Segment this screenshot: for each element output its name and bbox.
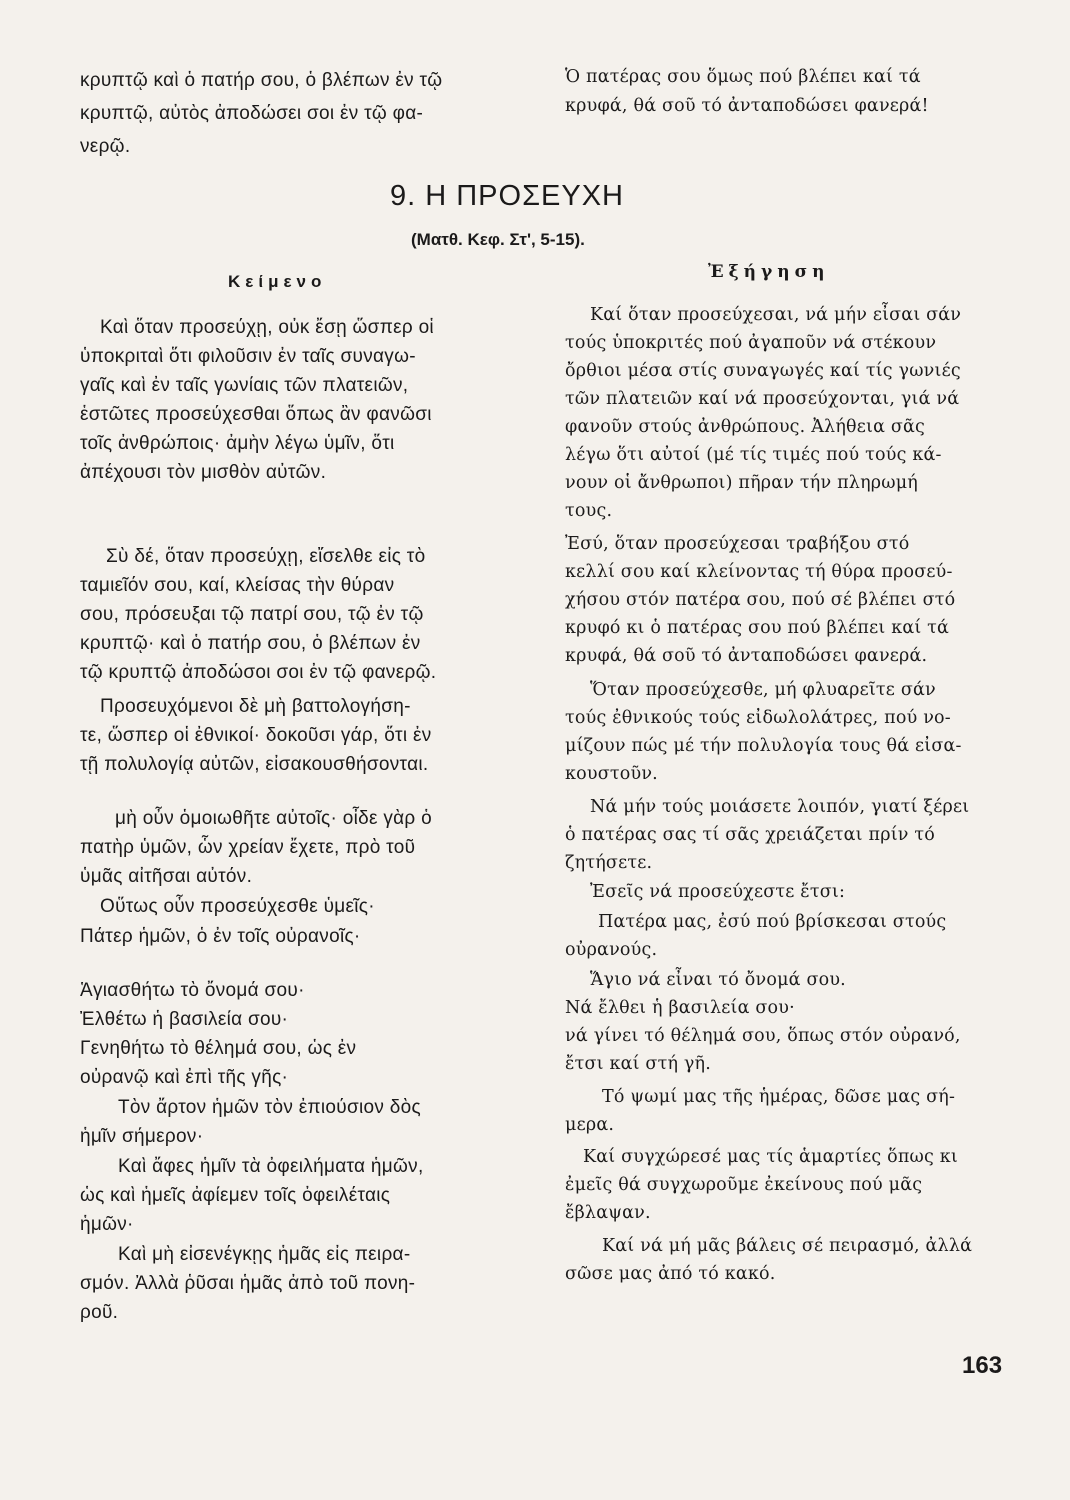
text-line: Καί νά μή μᾶς βάλεις σέ πειρασμό, ἀλλά: [602, 1236, 973, 1256]
text-line: Τὸν ἄρτον ἡμῶν τὸν ἐπιούσιον δὸς: [118, 1097, 421, 1118]
text-line: Πάτερ ἡμῶν, ὁ ἐν τοῖς οὐρανοῖς·: [80, 926, 361, 947]
text-line: σῶσε μας ἀπό τό κακό.: [565, 1264, 776, 1284]
text-line: Ἐσύ, ὅταν προσεύχεσαι τραβήξου στό: [565, 534, 910, 554]
text-line: Οὕτως οὖν προσεύχεσθε ὑμεῖς·: [100, 896, 375, 917]
text-line: κελλί σου καί κλείνοντας τή θύρα προσεύ-: [565, 562, 953, 582]
text-line: Καὶ μὴ εἰσενέγκῃς ἡμᾶς εἰς πειρα-: [118, 1244, 411, 1265]
text-line: μίζουν πώς μέ τήν πολυλογία τους θά εἰσα-: [565, 736, 962, 756]
text-line: τῶν πλατειῶν καί νά προσεύχονται, γιά νά: [565, 389, 960, 409]
text-line: ἑστῶτες προσεύχεσθαι ὅπως ἂν φανῶσι: [80, 404, 432, 425]
text-line: Πατέρα μας, ἐσύ πού βρίσκεσαι στούς: [598, 912, 947, 932]
left-heading: Κείμενο: [228, 272, 327, 291]
text-line: Ἐσεῖς νά προσεύχεστε ἔτσι:: [590, 882, 846, 902]
page-number: 163: [962, 1352, 1003, 1379]
scripture-reference: (Ματθ. Κεφ. Στ', 5-15).: [411, 230, 585, 249]
text-line: σου, πρόσευξαι τῷ πατρί σου, τῷ ἐν τῷ: [80, 604, 424, 625]
text-line: τούς ὑποκριτές πού ἀγαποῦν νά στέκουν: [565, 333, 937, 353]
text-line: φανοῦν στούς ἀνθρώπους. Ἀλήθεια σᾶς: [565, 417, 926, 437]
text-line: κρυφά, θά σοῦ τό ἀνταποδώσει φανερά.: [565, 646, 928, 666]
text-line: ἐμεῖς θά συγχωροῦμε ἐκείνους πού μᾶς: [565, 1175, 923, 1195]
text-line: Γενηθήτω τὸ θέλημά σου, ὡς ἐν: [80, 1038, 357, 1059]
text-line: Ἅγιο νά εἶναι τό ὄνομά σου.: [590, 970, 846, 990]
text-line: τῷ κρυπτῷ ἀποδώσοι σοι ἐν τῷ φανερῷ.: [80, 662, 437, 683]
text-line: ὁ πατέρας σας τί σᾶς χρειάζεται πρίν τό: [565, 825, 935, 845]
text-line: Προσευχόμενοι δὲ μὴ βαττολογήση-: [100, 696, 411, 717]
text-line: Νά ἔλθει ἡ βασιλεία σου·: [565, 998, 795, 1018]
text-line: χήσου στόν πατέρα σου, πού σέ βλέπει στό: [565, 590, 956, 610]
text-line: νουν οἱ ἄνθρωποι) πῆραν τήν πληρωμή: [565, 473, 918, 493]
text-line: Τό ψωμί μας τῆς ἡμέρας, δῶσε μας σή-: [602, 1087, 956, 1107]
text-line: Νά μήν τούς μοιάσετε λοιπόν, γιατί ξέρει: [590, 797, 970, 817]
text-line: τοῖς ἀνθρώποις· ἀμὴν λέγω ὑμῖν, ὅτι: [80, 433, 395, 454]
text-line: ἔτσι καί στή γῆ.: [565, 1054, 712, 1074]
text-line: οὐρανούς.: [565, 940, 658, 960]
left-top-line: κρυπτῷ, αὐτὸς ἀποδώσει σοι ἐν τῷ φα-: [80, 103, 424, 124]
text-line: ἔβλαψαν.: [565, 1203, 651, 1223]
text-line: τούς ἐθνικούς τούς εἰδωλολάτρες, πού νο-: [565, 708, 951, 728]
text-line: τους.: [565, 501, 613, 521]
text-line: ἡμῖν σήμερον·: [80, 1126, 204, 1147]
text-line: ὄρθιοι μέσα στίς συναγωγές καί τίς γωνιές: [565, 361, 961, 381]
text-line: Καὶ ἄφες ἡμῖν τὰ ὀφειλήματα ἡμῶν,: [118, 1156, 424, 1177]
text-line: ὑμᾶς αἰτῆσαι αὐτόν.: [80, 866, 253, 887]
text-line: Ἁγιασθήτω τὸ ὄνομά σου·: [80, 980, 305, 1001]
text-line: μερα.: [565, 1115, 615, 1135]
text-line: ζητήσετε.: [565, 853, 653, 873]
text-line: ἡμῶν·: [80, 1214, 134, 1235]
text-line: κουστοῦν.: [565, 764, 658, 784]
text-line: τῇ πολυλογίᾳ αὐτῶν, εἰσακουσθήσονται.: [80, 754, 429, 775]
left-top-line: νερῷ.: [80, 136, 131, 157]
text-line: ταμιεῖόν σου, καί, κλείσας τὴν θύραν: [80, 575, 395, 596]
right-top-line: Ὁ πατέρας σου ὅμως πού βλέπει καί τά: [565, 67, 921, 87]
text-line: ὡς καὶ ἡμεῖς ἀφίεμεν τοῖς ὀφειλέταις: [80, 1185, 391, 1206]
text-line: σμόν. Ἀλλὰ ῥῦσαι ἡμᾶς ἀπὸ τοῦ πονη-: [80, 1273, 416, 1294]
right-heading: Ἐξήγηση: [708, 262, 830, 282]
text-line: κρυφό κι ὁ πατέρας σου πού βλέπει καί τά: [565, 618, 950, 638]
text-line: ὑποκριταὶ ὅτι φιλοῦσιν ἐν ταῖς συναγω-: [80, 346, 416, 367]
text-line: Καὶ ὅταν προσεύχῃ, οὐκ ἔσῃ ὥσπερ οἱ: [100, 317, 434, 338]
text-line: Ἐλθέτω ἡ βασιλεία σου·: [80, 1009, 289, 1030]
text-line: μὴ οὖν ὁμοιωθῆτε αὐτοῖς· οἶδε γὰρ ὁ: [115, 808, 432, 829]
text-line: γαῖς καὶ ἐν ταῖς γωνίαις τῶν πλατειῶν,: [80, 375, 409, 396]
text-line: Καί ὅταν προσεύχεσαι, νά μήν εἶσαι σάν: [590, 305, 962, 325]
text-line: νά γίνει τό θέλημά σου, ὅπως στόν οὐρανό,: [565, 1026, 961, 1046]
right-top-line: κρυφά, θά σοῦ τό ἀνταποδώσει φανερά!: [565, 96, 929, 116]
page-title: 9. Η ΠΡΟΣΕΥΧΗ: [390, 180, 624, 212]
text-line: τε, ὥσπερ οἱ ἐθνικοί· δοκοῦσι γάρ, ὅτι ἐν: [80, 725, 432, 746]
text-line: Καί συγχώρεσέ μας τίς ἁμαρτίες ὅπως κι: [583, 1147, 958, 1167]
text-line: κρυπτῷ· καὶ ὁ πατήρ σου, ὁ βλέπων ἐν: [80, 633, 421, 654]
text-line: ἀπέχουσι τὸν μισθὸν αὐτῶν.: [80, 462, 327, 483]
text-line: οὐρανῷ καὶ ἐπὶ τῆς γῆς·: [80, 1067, 289, 1088]
text-line: λέγω ὅτι αὐτοί (μέ τίς τιμές πού τούς κά-: [565, 445, 942, 465]
text-line: ροῦ.: [80, 1302, 119, 1323]
text-line: Ὅταν προσεύχεσθε, μή φλυαρεῖτε σάν: [590, 680, 936, 700]
text-line: πατὴρ ὑμῶν, ὧν χρείαν ἔχετε, πρὸ τοῦ: [80, 837, 416, 858]
left-top-line: κρυπτῷ καὶ ὁ πατήρ σου, ὁ βλέπων ἐν τῷ: [80, 70, 443, 91]
text-line: Σὺ δέ, ὅταν προσεύχῃ, εἴσελθε εἰς τὸ: [106, 546, 426, 567]
